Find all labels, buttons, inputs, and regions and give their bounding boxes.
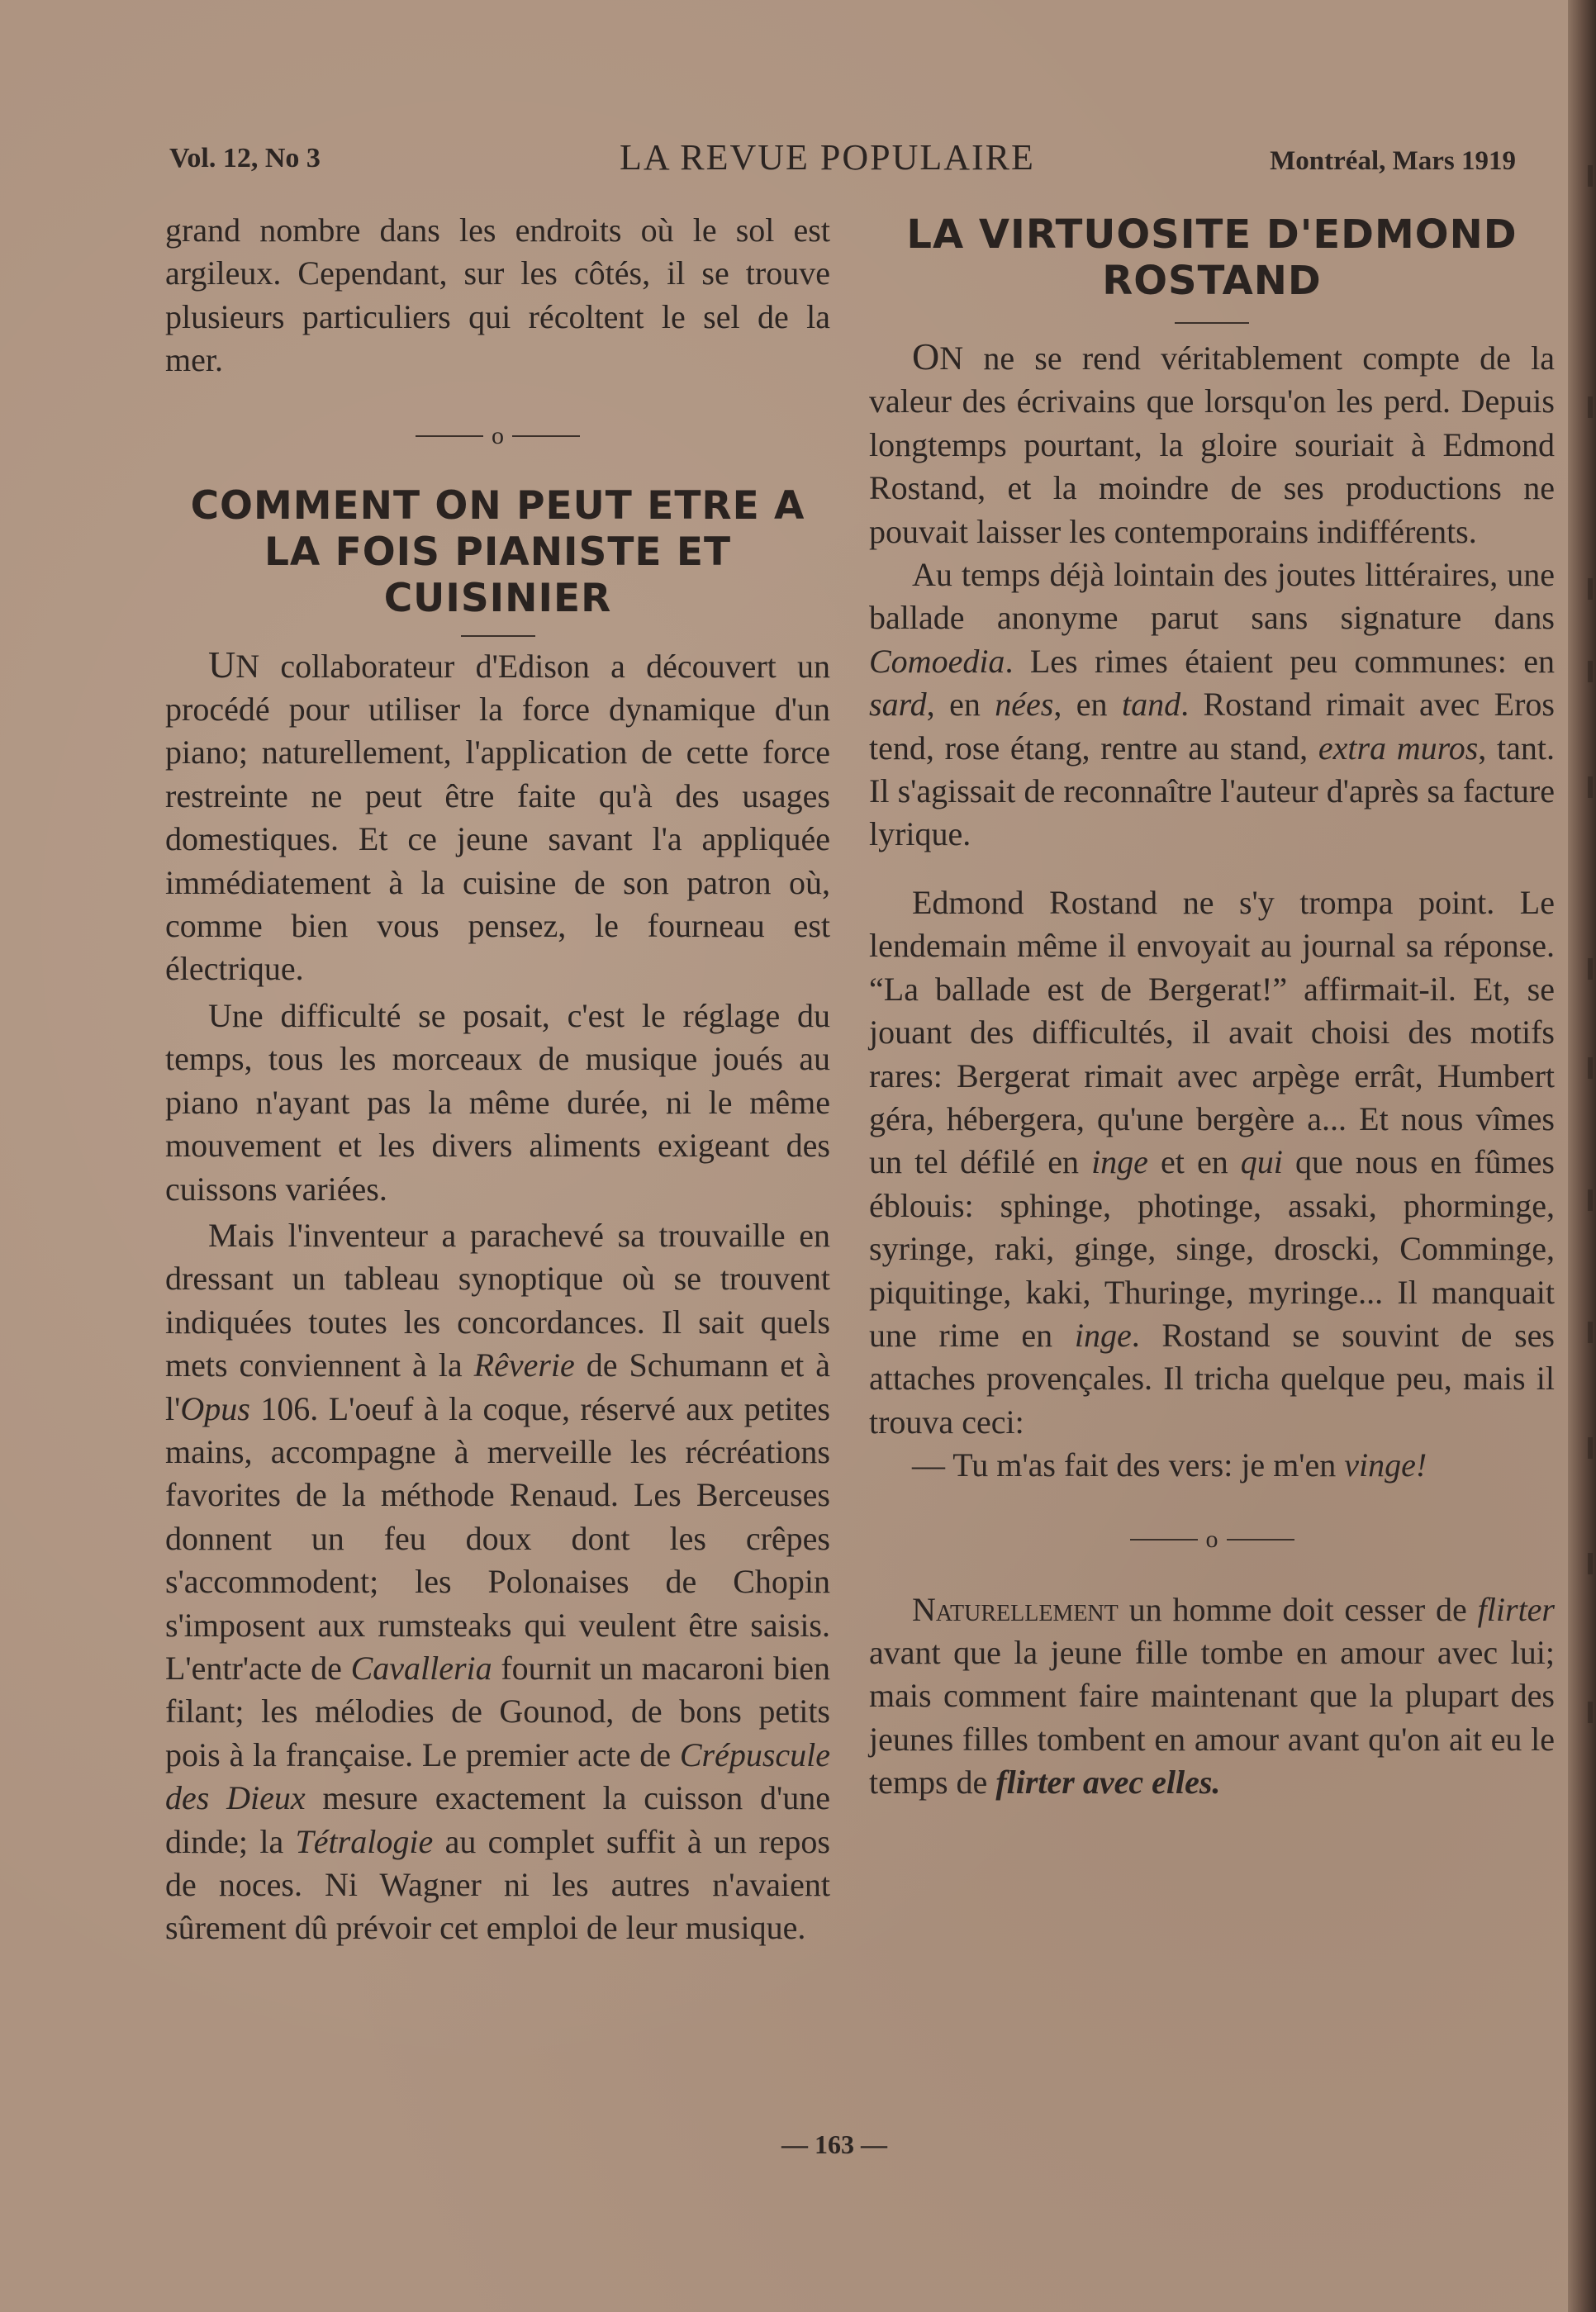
paragraph: Edmond Rostand ne s'y trompa point. Le lendemain même il envoyait au journal sa réponse. “La ballade est de Bergerat!” affirmait-il. Et, se jouant des difficultés, il avait choisi des motifs rares: Bergerat rimait avec arpège errât, Humbert géra, hébergera, qu'une bergère a... Et nous vîmes un tel défilé en inge et en qui que nous en fûmes éblouis: sphinge, photinge, assaki, phorminge, syringe, raki, ginge, singe, droscki, Comminge, piquitinge, kaki, Thuringe, myringe... Il manquait une rime en inge. Rostand se souvint de ses attaches provençales. Il tricha quelque peu, mais il trouva ceci: [869, 883, 1555, 1441]
drop-cap: U [208, 643, 236, 686]
facing-page-fragments [1576, 149, 1594, 1966]
paragraph: Mais l'inventeur a parachevé sa trouvaille en dressant un tableau synoptique où se trouvent indiquées toutes les concordances. Il sait quels mets conviennent à la Rêverie de Schumann et à l'Opus 106. L'oeuf à la coque, réservé aux petites mains, accompagne à merveille les récréations favorites de la méthode Renaud. Les Berceuses donnent un feu doux dont les crêpes s'accommodent; les Polonaises de Chopin s'imposent aux rumsteaks qui veulent être saisis. L'entr'acte de Cavalleria fournit un macaroni bien filant; les mélodies de Gounod, de bons petits pois à la française. Le premier acte de Crépuscule des Dieux mesure exactement la cuisson d'une dinde; la Tétralogie au complet suffit à un repos de noces. Ni Wagner ni les autres n'avaient sûrement dû prévoir cet emploi de leur musique. [165, 1216, 831, 1947]
article-title-pianiste: COMMENT ON PEUT ETRE A LA FOIS PIANISTE ET CUISINIER [190, 482, 805, 621]
paragraph: Naturellement un homme doit cesser de flirter avant que la jeune fille tombe en amour avec lui; mais comment faire maintenant que la plupart des jeunes filles tombent en amour avant qu'on ait eu le temps de flirter avec elles. [869, 1590, 1555, 1802]
facing-page-edge [1568, 0, 1596, 2312]
paragraph: Au temps déjà lointain des joutes littéraires, une ballade anonyme parut sans signature dans Comoedia. Les rimes étaient peu communes: en sard, en nées, en tand. Rostand rimait avec Eros tend, rose étang, rentre au stand, extra muros, tant. Il s'agissait de reconnaître l'auteur d'après sa facture lyrique. [869, 556, 1555, 853]
page-number: — 163 — [781, 2129, 887, 2159]
drop-cap: O [912, 335, 940, 377]
right-column [869, 207, 1555, 1805]
paragraph: ON ne se rend véritablement compte de la valeur des écrivains que lorsqu'on les perd. Depuis longtemps pourtant, la gloire souriait à Edmond Rostand, et la moindre de ses productions ne pouvait laisser les contemporains indifférents. [869, 335, 1555, 550]
paragraph: Une difficulté se posait, c'est le réglage du temps, tous les morceaux de musique joués au piano n'ayant pas la même durée, ni le même mouvement et les divers aliments exigeant des cuissons variées. [165, 996, 830, 1208]
issue-date: Montréal, Mars 1919 [1270, 146, 1516, 176]
title-rule [1175, 322, 1249, 324]
volume-number: Vol. 12, No 3 [169, 143, 321, 173]
section-separator: o [869, 1527, 1555, 1552]
magazine-title: LA REVUE POPULAIRE [620, 137, 1035, 178]
article-title-rostand: LA VIRTUOSITE D'EDMOND ROSTAND [906, 211, 1518, 304]
running-header [169, 136, 1516, 186]
continued-paragraph: grand nombre dans les endroits où le sol est argileux. Cependant, sur les côtés, il se trouve plusieurs particuliers qui récoltent le sel de la mer. [165, 211, 830, 379]
left-column [165, 207, 830, 1950]
title-rule [461, 635, 535, 637]
paragraph: UN collaborateur d'Edison a découvert un procédé pour utiliser la force dynamique d'un piano; naturellement, l'application de cette force restreinte ne peut être faite qu'à des usages domestiques. Et ce jeune savant l'a appliquée immédiatement à la cuisine de son patron où, comme bien vous pensez, le fourneau est électrique. [165, 643, 830, 988]
quote-line: — Tu m'as fait des vers: je m'en vinge! [912, 1446, 1427, 1484]
section-separator: o [165, 424, 830, 449]
